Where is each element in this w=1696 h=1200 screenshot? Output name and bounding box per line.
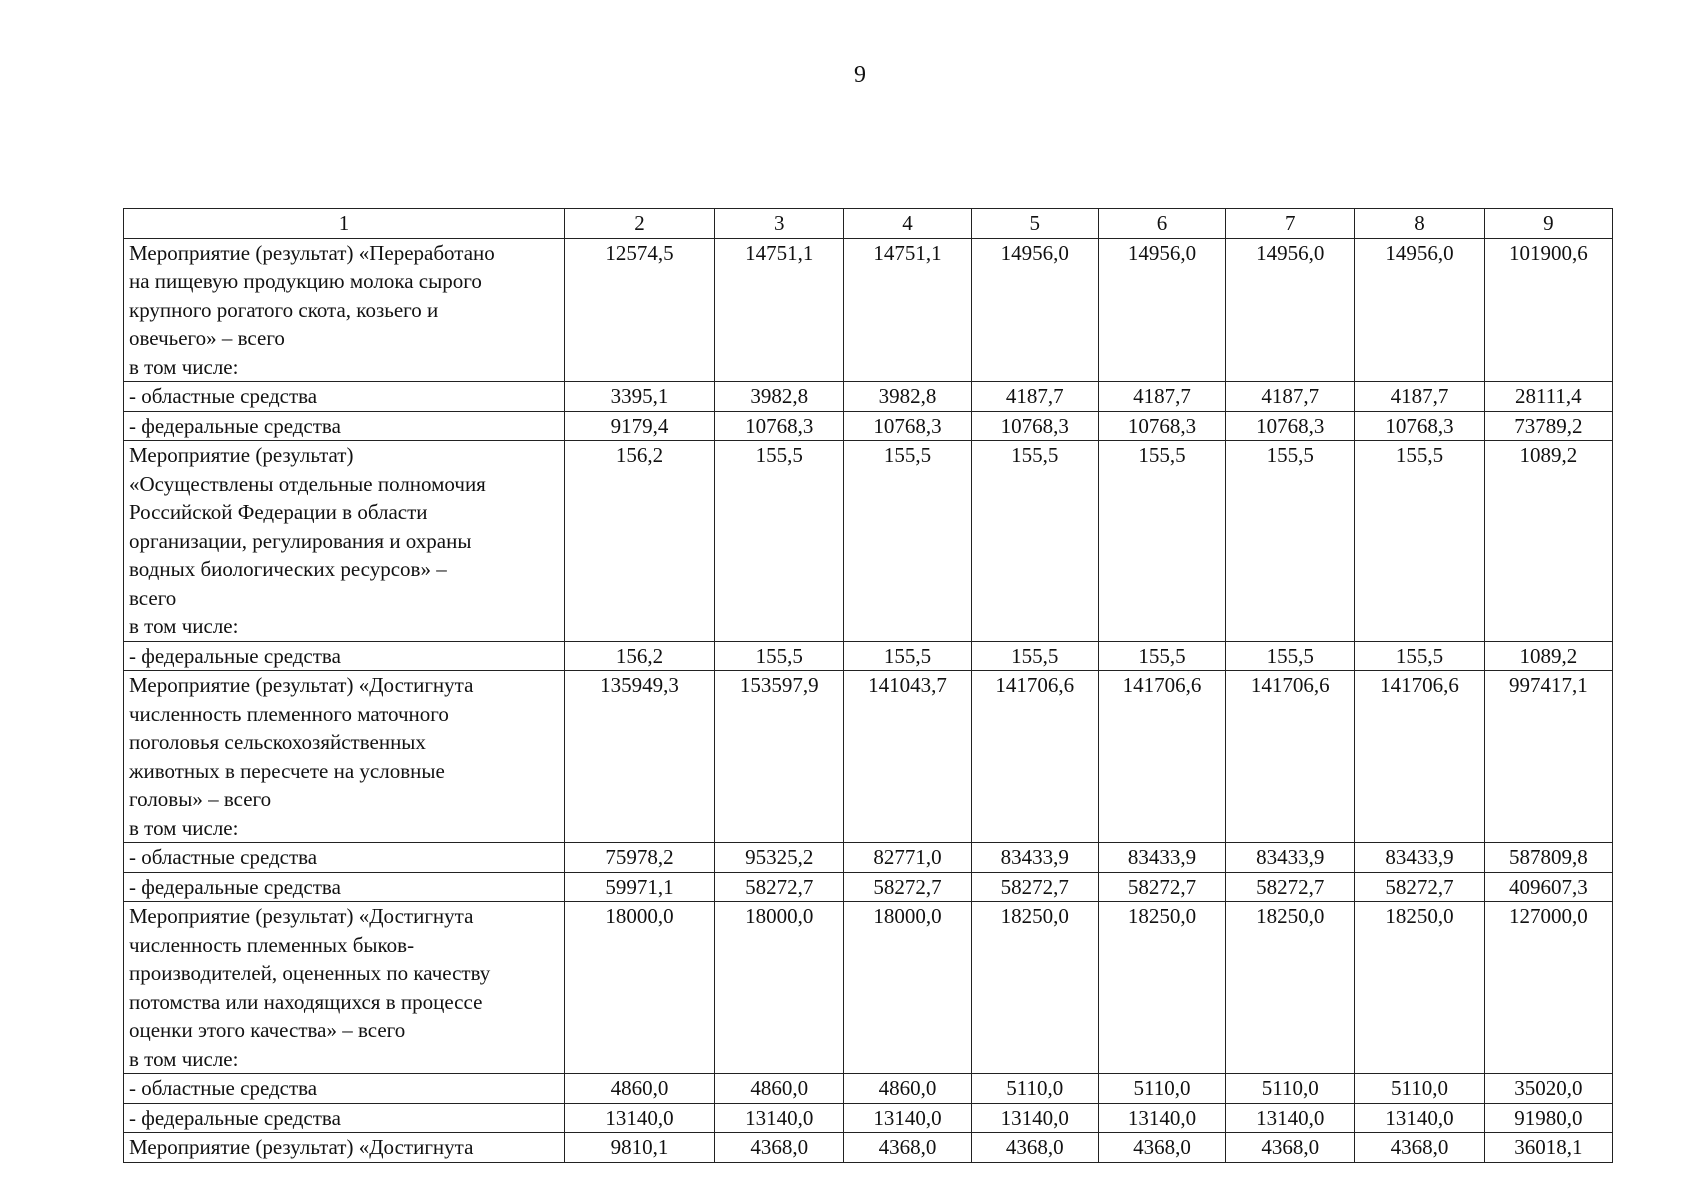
value-cell: 155,5 [1098,441,1225,642]
row-label: - федеральные средства [124,411,565,441]
table-row [124,411,1613,441]
value-cell: 14751,1 [844,238,971,382]
value-cell: 3982,8 [715,382,844,412]
value-cell: 155,5 [844,641,971,671]
value-cell: 18250,0 [1226,902,1355,1074]
value-cell: 155,5 [844,441,971,642]
value-cell: 3395,1 [564,382,714,412]
value-cell: 5110,0 [1226,1074,1355,1104]
value-cell: 58272,7 [1226,872,1355,902]
value-cell: 14956,0 [1098,238,1225,382]
value-cell: 409607,3 [1484,872,1612,902]
funding-table [123,208,1613,1163]
value-cell: 127000,0 [1484,902,1612,1074]
row-label: Мероприятие (результат) «Осуществлены отдельные полномочия Российской Федерации в области организации, регулирования и охраны водных биологических ресурсов» – всего в том числе: [124,441,565,642]
value-cell: 3982,8 [844,382,971,412]
value-cell: 36018,1 [1484,1133,1612,1163]
value-cell: 155,5 [971,641,1098,671]
table-row [124,238,1613,382]
row-label: - областные средства [124,382,565,412]
value-cell: 13140,0 [1355,1103,1484,1133]
value-cell: 5110,0 [1355,1074,1484,1104]
value-cell: 1089,2 [1484,641,1612,671]
value-cell: 83433,9 [971,843,1098,873]
value-cell: 10768,3 [971,411,1098,441]
value-cell: 997417,1 [1484,671,1612,843]
value-cell: 58272,7 [844,872,971,902]
table-row [124,382,1613,412]
column-header: 3 [715,209,844,239]
value-cell: 4860,0 [715,1074,844,1104]
value-cell: 13140,0 [715,1103,844,1133]
value-cell: 13140,0 [564,1103,714,1133]
value-cell: 10768,3 [715,411,844,441]
value-cell: 18000,0 [844,902,971,1074]
value-cell: 5110,0 [971,1074,1098,1104]
table-row [124,872,1613,902]
value-cell: 58272,7 [715,872,844,902]
value-cell: 58272,7 [971,872,1098,902]
value-cell: 4368,0 [1355,1133,1484,1163]
value-cell: 155,5 [1355,641,1484,671]
value-cell: 18000,0 [715,902,844,1074]
value-cell: 10768,3 [1098,411,1225,441]
table-body [124,209,1613,1163]
table-row [124,641,1613,671]
row-label: - федеральные средства [124,641,565,671]
value-cell: 14956,0 [1226,238,1355,382]
value-cell: 155,5 [1098,641,1225,671]
column-header: 2 [564,209,714,239]
value-cell: 14956,0 [1355,238,1484,382]
value-cell: 10768,3 [1226,411,1355,441]
value-cell: 4368,0 [844,1133,971,1163]
value-cell: 83433,9 [1098,843,1225,873]
column-header: 9 [1484,209,1612,239]
value-cell: 155,5 [1355,441,1484,642]
value-cell: 153597,9 [715,671,844,843]
value-cell: 58272,7 [1355,872,1484,902]
value-cell: 13140,0 [1226,1103,1355,1133]
value-cell: 82771,0 [844,843,971,873]
value-cell: 141043,7 [844,671,971,843]
value-cell: 75978,2 [564,843,714,873]
value-cell: 155,5 [715,441,844,642]
value-cell: 155,5 [1226,441,1355,642]
row-label: - федеральные средства [124,872,565,902]
value-cell: 73789,2 [1484,411,1612,441]
value-cell: 83433,9 [1355,843,1484,873]
value-cell: 35020,0 [1484,1074,1612,1104]
value-cell: 4187,7 [1355,382,1484,412]
value-cell: 18250,0 [971,902,1098,1074]
value-cell: 18000,0 [564,902,714,1074]
value-cell: 13140,0 [971,1103,1098,1133]
value-cell: 4368,0 [1098,1133,1225,1163]
row-label: - областные средства [124,843,565,873]
value-cell: 4368,0 [1226,1133,1355,1163]
row-label: Мероприятие (результат) «Переработано на пищевую продукцию молока сырого крупного рогатого скота, козьего и овечьего» – всего в том числе: [124,238,565,382]
table-row [124,902,1613,1074]
value-cell: 4368,0 [971,1133,1098,1163]
column-header: 5 [971,209,1098,239]
value-cell: 4187,7 [971,382,1098,412]
value-cell: 95325,2 [715,843,844,873]
table-row [124,441,1613,642]
value-cell: 156,2 [564,641,714,671]
value-cell: 10768,3 [844,411,971,441]
row-label: - областные средства [124,1074,565,1104]
value-cell: 14956,0 [971,238,1098,382]
value-cell: 12574,5 [564,238,714,382]
row-label: Мероприятие (результат) «Достигнута численность племенных быков- производителей, оцененных по качеству потомства или находящихся в процессе оценки этого качества» – всего в том числе: [124,902,565,1074]
value-cell: 9810,1 [564,1133,714,1163]
value-cell: 155,5 [715,641,844,671]
value-cell: 5110,0 [1098,1074,1225,1104]
value-cell: 83433,9 [1226,843,1355,873]
value-cell: 10768,3 [1355,411,1484,441]
value-cell: 14751,1 [715,238,844,382]
value-cell: 13140,0 [1098,1103,1225,1133]
value-cell: 59971,1 [564,872,714,902]
value-cell: 28111,4 [1484,382,1612,412]
value-cell: 91980,0 [1484,1103,1612,1133]
value-cell: 141706,6 [971,671,1098,843]
value-cell: 4860,0 [564,1074,714,1104]
value-cell: 18250,0 [1098,902,1225,1074]
value-cell: 4860,0 [844,1074,971,1104]
value-cell: 141706,6 [1098,671,1225,843]
value-cell: 156,2 [564,441,714,642]
value-cell: 101900,6 [1484,238,1612,382]
row-label: - федеральные средства [124,1103,565,1133]
value-cell: 141706,6 [1355,671,1484,843]
column-header: 6 [1098,209,1225,239]
value-cell: 13140,0 [844,1103,971,1133]
header-row [124,209,1613,239]
table-row [124,1133,1613,1163]
value-cell: 155,5 [1226,641,1355,671]
value-cell: 4187,7 [1098,382,1225,412]
table-row [124,1103,1613,1133]
value-cell: 58272,7 [1098,872,1225,902]
value-cell: 155,5 [971,441,1098,642]
row-label: Мероприятие (результат) «Достигнута [124,1133,565,1163]
value-cell: 4187,7 [1226,382,1355,412]
column-header: 8 [1355,209,1484,239]
column-header: 7 [1226,209,1355,239]
value-cell: 1089,2 [1484,441,1612,642]
value-cell: 18250,0 [1355,902,1484,1074]
value-cell: 9179,4 [564,411,714,441]
column-header: 4 [844,209,971,239]
value-cell: 141706,6 [1226,671,1355,843]
page-number: 9 [854,62,866,88]
row-label: Мероприятие (результат) «Достигнута численность племенного маточного поголовья сельскохозяйственных животных в пересчете на условные головы» – всего в том числе: [124,671,565,843]
table-row [124,1074,1613,1104]
value-cell: 587809,8 [1484,843,1612,873]
table-row [124,671,1613,843]
table-row [124,843,1613,873]
value-cell: 4368,0 [715,1133,844,1163]
column-header: 1 [124,209,565,239]
value-cell: 135949,3 [564,671,714,843]
